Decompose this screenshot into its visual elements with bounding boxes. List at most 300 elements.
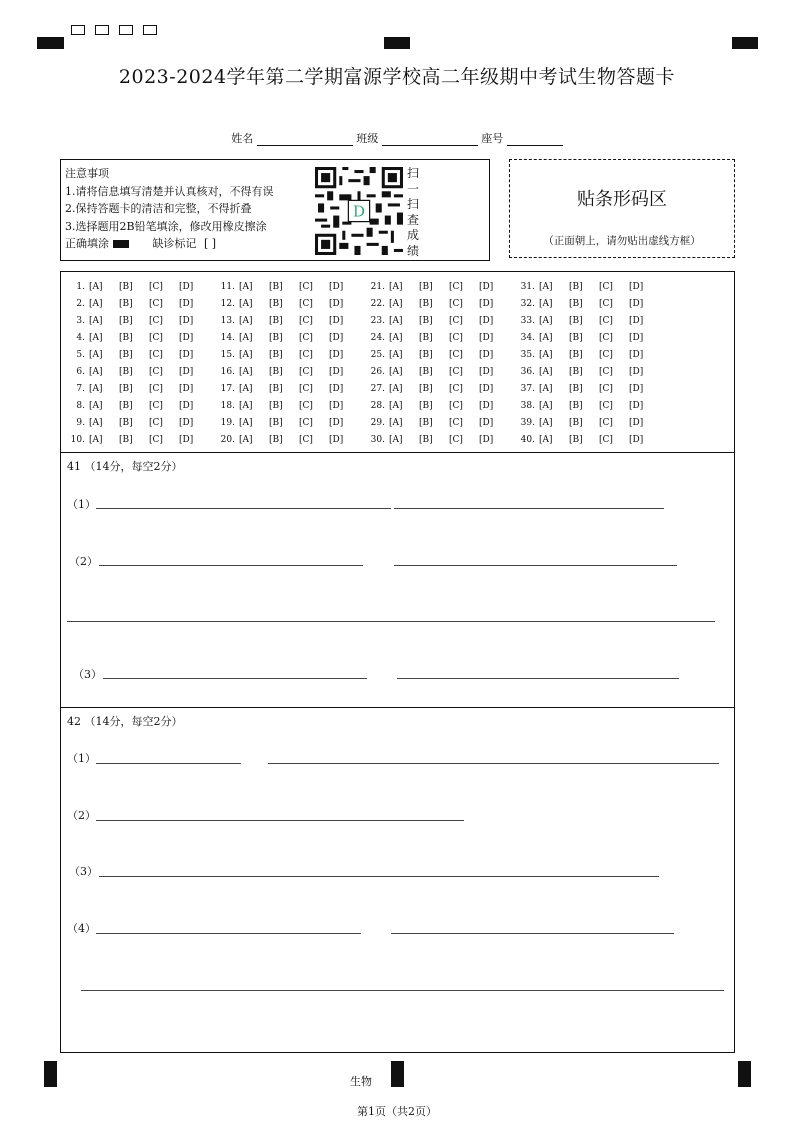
mcq-question-row — [519, 381, 659, 398]
mcq-option-bubble[interactable]: [D] — [179, 384, 194, 394]
mcq-question-row — [369, 364, 509, 381]
svg-text:D: D — [352, 202, 366, 221]
mcq-question-number: 8. — [76, 401, 85, 411]
mcq-question-number: 25. — [370, 350, 385, 360]
mcq-option-bubble[interactable]: [D] — [329, 282, 344, 292]
mcq-question-number: 18. — [220, 401, 235, 411]
mcq-question-row — [219, 364, 359, 381]
mcq-option-bubble[interactable]: [A] — [89, 333, 103, 343]
mcq-option-bubble[interactable]: [B] — [119, 401, 133, 411]
mcq-option-bubble[interactable]: [C] — [449, 367, 463, 377]
mcq-question-row — [519, 330, 659, 347]
mcq-option-bubble[interactable]: [A] — [239, 435, 253, 445]
q41-answer-line[interactable] — [67, 621, 715, 622]
mcq-question-row — [219, 398, 359, 415]
mcq-question-row — [519, 364, 659, 381]
mcq-option-bubble[interactable]: [C] — [599, 316, 613, 326]
mcq-option-bubble[interactable]: [A] — [389, 367, 403, 377]
registration-mark — [37, 37, 64, 49]
mcq-option-bubble[interactable]: [A] — [539, 299, 553, 309]
mcq-option-bubble[interactable]: [A] — [389, 333, 403, 343]
page-title: 2023-2024学年第二学期富源学校高二年级期中考试生物答题卡 — [118, 66, 676, 88]
mcq-option-bubble[interactable]: [D] — [329, 384, 344, 394]
footer-page-number: 第1页（共2页） — [357, 1105, 437, 1118]
mcq-option-bubble[interactable]: [B] — [119, 350, 133, 360]
mcq-option-bubble[interactable]: [A] — [389, 299, 403, 309]
mcq-option-bubble[interactable]: [D] — [479, 333, 494, 343]
notes-item: 3.选择题用2B铅笔填涂，修改用橡皮擦涂 — [65, 219, 267, 233]
multiple-choice-section — [60, 271, 735, 453]
mcq-question-row — [219, 296, 359, 313]
mcq-option-bubble[interactable]: [C] — [449, 282, 463, 292]
mcq-question-number: 13. — [220, 316, 235, 326]
mcq-option-bubble[interactable]: [C] — [449, 435, 463, 445]
mcq-question-row — [69, 330, 209, 347]
student-info-row — [0, 130, 794, 146]
mcq-option-bubble[interactable]: [C] — [299, 435, 313, 445]
mcq-question-number: 2. — [76, 299, 85, 309]
mcq-option-bubble[interactable]: [C] — [149, 367, 163, 377]
mcq-option-bubble[interactable]: [D] — [329, 350, 344, 360]
name-label: 姓名 — [231, 132, 254, 145]
mcq-question-row — [369, 415, 509, 432]
mcq-question-number: 11. — [220, 282, 235, 292]
mcq-question-row — [69, 398, 209, 415]
mcq-question-number: 27. — [370, 384, 385, 394]
mcq-option-bubble[interactable]: [D] — [329, 299, 344, 309]
mcq-option-bubble[interactable]: [A] — [389, 350, 403, 360]
notes-item: 1.请将信息填写清楚并认真核对，不得有误 — [65, 184, 274, 198]
mcq-option-bubble[interactable]: [B] — [569, 384, 583, 394]
mcq-question-row — [219, 313, 359, 330]
mcq-option-bubble[interactable]: [C] — [599, 435, 613, 445]
mcq-option-bubble[interactable]: [B] — [419, 435, 433, 445]
mcq-option-bubble[interactable]: [B] — [119, 384, 133, 394]
mcq-option-bubble[interactable]: [A] — [389, 384, 403, 394]
mcq-question-row — [69, 415, 209, 432]
mcq-option-bubble[interactable]: [C] — [599, 350, 613, 360]
mcq-option-bubble[interactable]: [C] — [149, 333, 163, 343]
mcq-option-bubble[interactable]: [C] — [299, 350, 313, 360]
mcq-question-row — [369, 330, 509, 347]
mcq-option-bubble[interactable]: [D] — [179, 435, 194, 445]
q41-label-2: （2） — [69, 555, 98, 568]
q42-answer-line[interactable] — [99, 876, 659, 877]
mcq-question-number: 30. — [370, 435, 385, 445]
mcq-option-bubble[interactable]: [B] — [269, 401, 283, 411]
mcq-option-bubble[interactable]: [D] — [329, 418, 344, 428]
mcq-option-bubble[interactable]: [B] — [419, 350, 433, 360]
mcq-option-bubble[interactable]: [A] — [239, 316, 253, 326]
scan-char: 查 — [407, 212, 420, 227]
mcq-option-bubble[interactable]: [B] — [419, 367, 433, 377]
mcq-option-bubble[interactable]: [C] — [149, 435, 163, 445]
mcq-option-bubble[interactable]: [B] — [269, 384, 283, 394]
q42-answer-line[interactable] — [268, 763, 719, 764]
mcq-option-bubble[interactable]: [A] — [389, 282, 403, 292]
mcq-question-number: 23. — [370, 316, 385, 326]
mcq-option-bubble[interactable]: [C] — [149, 299, 163, 309]
mcq-option-bubble[interactable]: [C] — [599, 333, 613, 343]
mcq-option-bubble[interactable]: [D] — [629, 282, 644, 292]
mcq-option-bubble[interactable]: [A] — [389, 435, 403, 445]
mcq-option-bubble[interactable]: [D] — [179, 401, 194, 411]
mcq-option-bubble[interactable]: [D] — [179, 316, 194, 326]
mcq-question-number: 22. — [370, 299, 385, 309]
mcq-option-bubble[interactable]: [A] — [539, 333, 553, 343]
mcq-option-bubble[interactable]: [A] — [239, 367, 253, 377]
mcq-option-bubble[interactable]: [D] — [179, 282, 194, 292]
mcq-option-bubble[interactable]: [A] — [89, 350, 103, 360]
mcq-option-bubble[interactable]: [C] — [599, 401, 613, 411]
mcq-option-bubble[interactable]: [C] — [299, 367, 313, 377]
mcq-option-bubble[interactable]: [C] — [299, 282, 313, 292]
mcq-option-bubble[interactable]: [B] — [269, 316, 283, 326]
mcq-question-number: 33. — [520, 316, 535, 326]
mcq-question-number: 40. — [520, 435, 535, 445]
mcq-option-bubble[interactable]: [A] — [89, 384, 103, 394]
mcq-option-bubble[interactable]: [C] — [449, 333, 463, 343]
mcq-question-number: 6. — [76, 367, 85, 377]
mcq-option-bubble[interactable]: [B] — [569, 333, 583, 343]
q41-answer-line[interactable] — [99, 565, 363, 566]
mcq-question-number: 21. — [370, 282, 385, 292]
mcq-option-bubble[interactable]: [B] — [119, 299, 133, 309]
mcq-question-number: 29. — [370, 418, 385, 428]
mcq-option-bubble[interactable]: [D] — [479, 384, 494, 394]
mcq-question-row — [69, 364, 209, 381]
mcq-question-number: 17. — [220, 384, 235, 394]
mcq-option-bubble[interactable]: [B] — [569, 299, 583, 309]
mcq-option-bubble[interactable]: [C] — [149, 350, 163, 360]
mcq-option-bubble[interactable]: [C] — [149, 401, 163, 411]
mcq-option-bubble[interactable]: [D] — [179, 299, 194, 309]
mcq-option-bubble[interactable]: [A] — [539, 435, 553, 445]
mcq-option-bubble[interactable]: [A] — [239, 333, 253, 343]
mcq-option-bubble[interactable]: [C] — [449, 384, 463, 394]
class-label: 班级 — [356, 132, 379, 145]
mcq-option-bubble[interactable]: [B] — [569, 367, 583, 377]
mcq-option-bubble[interactable]: [C] — [599, 367, 613, 377]
mcq-column — [219, 279, 359, 449]
mcq-option-bubble[interactable]: [D] — [479, 316, 494, 326]
notes-heading: 注意事项 — [65, 167, 109, 180]
mcq-question-row — [219, 381, 359, 398]
barcode-area[interactable] — [509, 159, 735, 258]
mcq-question-row — [219, 415, 359, 432]
mcq-option-bubble[interactable]: [C] — [299, 418, 313, 428]
mcq-question-row — [69, 381, 209, 398]
mcq-option-bubble[interactable]: [B] — [269, 333, 283, 343]
q42-label-2: （2） — [67, 809, 96, 822]
mcq-option-bubble[interactable]: [B] — [119, 316, 133, 326]
mcq-option-bubble[interactable]: [C] — [299, 384, 313, 394]
mcq-option-bubble[interactable]: [C] — [299, 299, 313, 309]
seat-field[interactable] — [507, 134, 563, 146]
mcq-question-row — [369, 432, 509, 449]
mcq-option-bubble[interactable]: [C] — [449, 418, 463, 428]
mcq-question-number: 10. — [70, 435, 85, 445]
mcq-question-row — [219, 330, 359, 347]
mcq-question-number: 35. — [520, 350, 535, 360]
mcq-option-bubble[interactable]: [D] — [629, 435, 644, 445]
mcq-option-bubble[interactable]: [D] — [329, 333, 344, 343]
mcq-question-number: 37. — [520, 384, 535, 394]
mcq-question-number: 16. — [220, 367, 235, 377]
mcq-option-bubble[interactable]: [D] — [479, 367, 494, 377]
mcq-question-row — [519, 347, 659, 364]
mcq-option-bubble[interactable]: [A] — [539, 350, 553, 360]
mcq-option-bubble[interactable]: [B] — [569, 316, 583, 326]
q41-answer-line[interactable] — [96, 508, 391, 509]
q41-answer-line[interactable] — [394, 508, 664, 509]
mcq-option-bubble[interactable]: [A] — [239, 384, 253, 394]
absent-label: 缺诊标记 — [152, 237, 197, 250]
mcq-option-bubble[interactable]: [B] — [419, 401, 433, 411]
mcq-option-bubble[interactable]: [D] — [629, 299, 644, 309]
q42-label-3: （3） — [69, 865, 98, 878]
mcq-option-bubble[interactable]: [A] — [539, 401, 553, 411]
mcq-option-bubble[interactable]: [B] — [569, 350, 583, 360]
question-42-section — [60, 707, 735, 1053]
mcq-option-bubble[interactable]: [C] — [299, 316, 313, 326]
filled-mark-example — [113, 240, 129, 248]
mcq-option-bubble[interactable]: [B] — [419, 418, 433, 428]
q42-answer-line[interactable] — [81, 990, 724, 991]
mcq-column — [69, 279, 209, 449]
mcq-question-number: 9. — [76, 418, 85, 428]
mcq-option-bubble[interactable]: [A] — [389, 401, 403, 411]
mcq-option-bubble[interactable]: [B] — [569, 418, 583, 428]
mcq-option-bubble[interactable]: [C] — [449, 401, 463, 411]
correct-fill-label: 正确填涂 — [65, 237, 109, 250]
registration-mark — [384, 37, 410, 49]
mcq-option-bubble[interactable]: [C] — [299, 333, 313, 343]
mcq-question-number: 26. — [370, 367, 385, 377]
mcq-option-bubble[interactable]: [D] — [479, 299, 494, 309]
mcq-option-bubble[interactable]: [A] — [389, 316, 403, 326]
seat-label: 座号 — [481, 132, 504, 145]
name-field[interactable] — [257, 134, 353, 146]
mcq-option-bubble[interactable]: [C] — [599, 384, 613, 394]
mcq-question-row — [69, 296, 209, 313]
scan-char: 一 — [407, 181, 420, 196]
q42-label-1: （1） — [67, 752, 96, 765]
mcq-option-bubble[interactable]: [D] — [329, 367, 344, 377]
mcq-option-bubble[interactable]: [A] — [539, 282, 553, 292]
mcq-question-number: 24. — [370, 333, 385, 343]
mcq-option-bubble[interactable]: [A] — [89, 435, 103, 445]
mcq-option-bubble[interactable]: [D] — [329, 316, 344, 326]
q42-label-4: （4） — [67, 922, 96, 935]
mcq-question-number: 3. — [76, 316, 85, 326]
mcq-option-bubble[interactable]: [A] — [89, 282, 103, 292]
q42-answer-line[interactable] — [96, 763, 241, 764]
mcq-question-number: 31. — [520, 282, 535, 292]
mcq-option-bubble[interactable]: [B] — [419, 333, 433, 343]
mcq-question-number: 20. — [220, 435, 235, 445]
mcq-question-row — [69, 432, 209, 449]
q41-answer-line[interactable] — [103, 678, 367, 679]
mcq-question-row — [69, 313, 209, 330]
mcq-option-bubble[interactable]: [C] — [149, 316, 163, 326]
mcq-question-number: 15. — [220, 350, 235, 360]
registration-mark — [738, 1061, 751, 1087]
mcq-question-row — [69, 347, 209, 364]
mcq-option-bubble[interactable]: [C] — [149, 282, 163, 292]
mcq-option-bubble[interactable]: [B] — [119, 435, 133, 445]
mcq-question-row — [519, 313, 659, 330]
registration-mark — [44, 1061, 57, 1087]
mcq-question-number: 14. — [220, 333, 235, 343]
question-42-heading: 42 （14分，每空2分） — [67, 715, 183, 728]
mcq-question-row — [369, 347, 509, 364]
corner-box — [95, 25, 109, 35]
mcq-option-bubble[interactable]: [A] — [239, 418, 253, 428]
mcq-option-bubble[interactable]: [B] — [419, 384, 433, 394]
mcq-question-row — [519, 398, 659, 415]
mcq-option-bubble[interactable]: [D] — [479, 401, 494, 411]
mcq-option-bubble[interactable]: [B] — [569, 282, 583, 292]
q41-label-1: （1） — [67, 498, 96, 511]
mcq-option-bubble[interactable]: [D] — [629, 418, 644, 428]
mcq-option-bubble[interactable]: [B] — [269, 418, 283, 428]
mcq-question-number: 5. — [76, 350, 85, 360]
mcq-option-bubble[interactable]: [C] — [599, 282, 613, 292]
mcq-column — [369, 279, 509, 449]
mcq-option-bubble[interactable]: [A] — [239, 282, 253, 292]
mcq-option-bubble[interactable]: [D] — [479, 435, 494, 445]
notes-box — [60, 159, 490, 261]
mcq-question-row — [519, 415, 659, 432]
mcq-option-bubble[interactable]: [D] — [479, 282, 494, 292]
mcq-question-row — [219, 432, 359, 449]
mcq-option-bubble[interactable]: [B] — [419, 316, 433, 326]
mcq-option-bubble[interactable]: [C] — [299, 401, 313, 411]
barcode-title: 贴条形码区 — [577, 189, 667, 210]
mcq-option-bubble[interactable]: [B] — [269, 350, 283, 360]
mcq-option-bubble[interactable]: [A] — [539, 418, 553, 428]
mcq-question-row — [219, 347, 359, 364]
notes-item: 2.保持答题卡的清洁和完整，不得折叠 — [65, 202, 252, 215]
mcq-option-bubble[interactable]: [B] — [269, 282, 283, 292]
mcq-option-bubble[interactable]: [D] — [179, 367, 194, 377]
mcq-option-bubble[interactable]: [D] — [329, 401, 344, 411]
mcq-option-bubble[interactable]: [C] — [599, 299, 613, 309]
mcq-question-row — [369, 398, 509, 415]
mcq-option-bubble[interactable]: [D] — [179, 350, 194, 360]
mcq-question-row — [519, 279, 659, 296]
mcq-option-bubble[interactable]: [D] — [629, 401, 644, 411]
corner-box — [143, 25, 157, 35]
mcq-option-bubble[interactable]: [D] — [479, 350, 494, 360]
mcq-option-bubble[interactable]: [A] — [539, 316, 553, 326]
mcq-option-bubble[interactable]: [A] — [389, 418, 403, 428]
mcq-option-bubble[interactable]: [B] — [269, 299, 283, 309]
mcq-option-bubble[interactable]: [B] — [569, 401, 583, 411]
mcq-option-bubble[interactable]: [A] — [89, 316, 103, 326]
mcq-option-bubble[interactable]: [C] — [449, 299, 463, 309]
scan-char: 扫 — [407, 166, 420, 180]
mcq-option-bubble[interactable]: [B] — [269, 435, 283, 445]
scan-text — [407, 166, 421, 259]
mcq-option-bubble[interactable]: [B] — [119, 418, 133, 428]
class-field[interactable] — [382, 134, 478, 146]
mcq-option-bubble[interactable]: [A] — [539, 367, 553, 377]
absent-box[interactable]: [ ] — [204, 237, 217, 250]
mcq-option-bubble[interactable]: [A] — [89, 418, 103, 428]
mcq-option-bubble[interactable]: [D] — [329, 435, 344, 445]
mcq-option-bubble[interactable]: [B] — [419, 282, 433, 292]
mcq-option-bubble[interactable]: [D] — [629, 384, 644, 394]
mcq-option-bubble[interactable]: [A] — [239, 299, 253, 309]
mcq-question-row — [369, 381, 509, 398]
mcq-question-number: 28. — [370, 401, 385, 411]
mcq-column — [519, 279, 659, 449]
mcq-option-bubble[interactable]: [D] — [179, 333, 194, 343]
mcq-question-number: 34. — [520, 333, 535, 343]
mcq-question-row — [219, 279, 359, 296]
mcq-question-number: 32. — [520, 299, 535, 309]
mcq-option-bubble[interactable]: [B] — [569, 435, 583, 445]
mcq-question-number: 19. — [220, 418, 235, 428]
mcq-option-bubble[interactable]: [A] — [89, 299, 103, 309]
mcq-option-bubble[interactable]: [A] — [239, 350, 253, 360]
mcq-option-bubble[interactable]: [D] — [629, 350, 644, 360]
q42-answer-line[interactable] — [96, 820, 464, 821]
q41-answer-line[interactable] — [394, 565, 677, 566]
mcq-option-bubble[interactable]: [C] — [449, 350, 463, 360]
mcq-option-bubble[interactable]: [B] — [269, 367, 283, 377]
mcq-option-bubble[interactable]: [C] — [449, 316, 463, 326]
mcq-option-bubble[interactable]: [D] — [479, 418, 494, 428]
mcq-option-bubble[interactable]: [A] — [239, 401, 253, 411]
scan-char: 成 — [407, 228, 420, 242]
scan-char: 绩 — [407, 243, 420, 258]
scan-char: 扫 — [407, 197, 420, 211]
mcq-option-bubble[interactable]: [B] — [119, 282, 133, 292]
mcq-option-bubble[interactable]: [D] — [629, 333, 644, 343]
mcq-option-bubble[interactable]: [C] — [149, 384, 163, 394]
q41-label-3: （3） — [73, 668, 102, 681]
mcq-question-number: 4. — [76, 333, 85, 343]
mcq-option-bubble[interactable]: [A] — [89, 367, 103, 377]
mcq-option-bubble[interactable]: [B] — [119, 333, 133, 343]
mcq-question-number: 38. — [520, 401, 535, 411]
mcq-option-bubble[interactable]: [C] — [599, 418, 613, 428]
q41-answer-line[interactable] — [397, 678, 679, 679]
mcq-option-bubble[interactable]: [D] — [629, 316, 644, 326]
fill-example-row — [65, 235, 274, 253]
qr-code-icon[interactable] — [315, 167, 403, 255]
mcq-option-bubble[interactable]: [C] — [149, 418, 163, 428]
q42-answer-line[interactable] — [96, 933, 361, 934]
mcq-option-bubble[interactable]: [A] — [539, 384, 553, 394]
mcq-option-bubble[interactable]: [D] — [179, 418, 194, 428]
registration-mark — [732, 37, 758, 49]
mcq-question-row — [519, 296, 659, 313]
mcq-option-bubble[interactable]: [A] — [89, 401, 103, 411]
mcq-option-bubble[interactable]: [B] — [419, 299, 433, 309]
corner-box — [71, 25, 85, 35]
mcq-question-row — [369, 296, 509, 313]
mcq-option-bubble[interactable]: [B] — [119, 367, 133, 377]
q42-answer-line[interactable] — [391, 933, 674, 934]
mcq-question-number: 12. — [220, 299, 235, 309]
mcq-option-bubble[interactable]: [D] — [629, 367, 644, 377]
mcq-question-row — [519, 432, 659, 449]
footer-subject: 生物 — [350, 1075, 372, 1088]
